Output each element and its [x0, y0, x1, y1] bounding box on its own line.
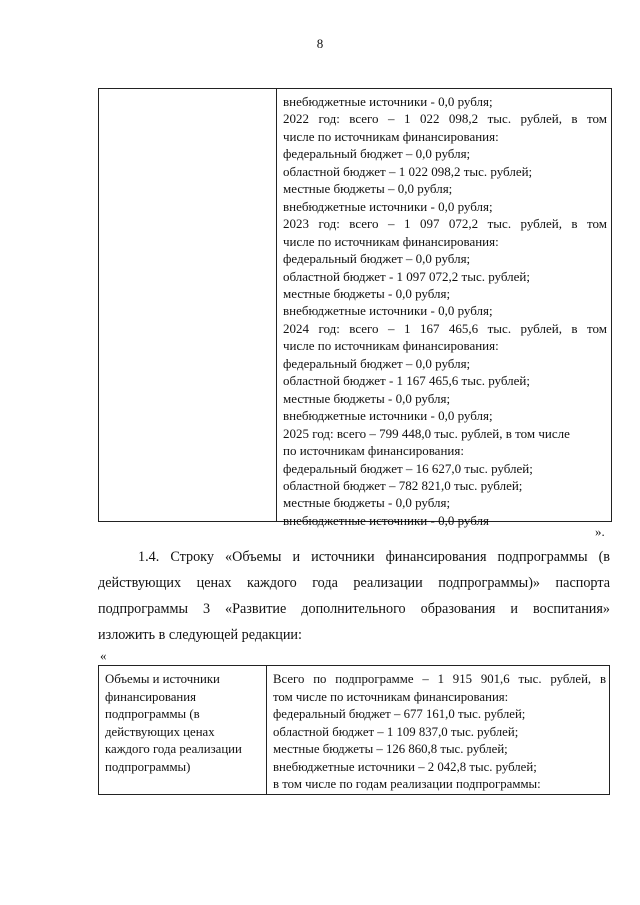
table-line: местные бюджеты – 0,0 рубля;: [283, 181, 453, 197]
row-value-line: федеральный бюджет – 677 161,0 тыс. рублей;: [273, 707, 526, 721]
table-right-cell: [277, 89, 611, 528]
table-line: областной бюджет - 1 097 072,2 тыс. рублей;: [283, 268, 530, 284]
row-value-line: том числе по источникам финансирования:: [273, 689, 509, 704]
row-value-line: в том числе по годам реализации подпрограммы:: [273, 777, 541, 791]
paragraph-line: изложить в следующей редакции:: [98, 627, 302, 643]
row-label-line: действующих ценах: [105, 724, 215, 739]
table-line: областной бюджет - 1 167 465,6 тыс. рублей;: [283, 373, 530, 389]
table-line: 2023 год: всего – 1 097 072,2 тыс. рублей, в том: [283, 216, 607, 232]
table-row-value-cell: [267, 666, 609, 794]
table-line: внебюджетные источники - 0,0 рубля;: [283, 198, 493, 214]
opening-quote: «: [100, 648, 107, 663]
table-line: областной бюджет – 1 022 098,2 тыс. рублей;: [283, 163, 533, 179]
table-line: числе по источникам финансирования:: [283, 338, 499, 354]
paragraph-line: подпрограммы 3 «Развитие дополнительного образования и воспитания»: [98, 601, 610, 617]
table-line: внебюджетные источники - 0,0 рубля;: [283, 303, 493, 319]
amendment-paragraph: [98, 544, 610, 648]
row-label-line: каждого года реализации: [105, 742, 242, 756]
table-line: 2024 год: всего – 1 167 465,6 тыс. рублей, в том: [283, 320, 607, 336]
row-value-line: внебюджетные источники – 2 042,8 тыс. рублей;: [273, 759, 537, 774]
table-line: федеральный бюджет – 0,0 рубля;: [283, 146, 471, 162]
closing-quote: ».: [595, 524, 605, 539]
table-line: внебюджетные источники - 0,0 рубля;: [283, 408, 493, 424]
row-label-line: Объемы и источники: [105, 672, 220, 686]
row-value-line: Всего по подпрограмме – 1 915 901,6 тыс. рублей, в: [273, 672, 606, 686]
row-value-line: местные бюджеты – 126 860,8 тыс. рублей;: [273, 742, 508, 756]
table-line: по источникам финансирования:: [283, 443, 464, 459]
paragraph-line: действующих ценах каждого года реализации подпрограммы)» паспорта: [98, 575, 610, 591]
table-line: внебюджетные источники - 0,0 рубля;: [283, 94, 493, 109]
table-row-label-cell: [99, 666, 267, 794]
table-line: 2022 год: всего – 1 022 098,2 тыс. рублей, в том: [283, 111, 607, 127]
table-line: областной бюджет – 782 821,0 тыс. рублей;: [283, 477, 523, 493]
funding-table-continuation: [98, 88, 612, 528]
table-line: федеральный бюджет – 0,0 рубля;: [283, 355, 471, 371]
paragraph-line: 1.4. Строку «Объемы и источники финансирования подпрограммы (в: [138, 549, 610, 565]
page-number: 8: [316, 36, 324, 51]
funding-table-new: [98, 665, 610, 795]
row-label-line: подпрограммы): [105, 759, 191, 774]
table-line: федеральный бюджет – 0,0 рубля;: [283, 251, 471, 267]
table-line: числе по источникам финансирования:: [283, 128, 499, 144]
row-value-line: областной бюджет – 1 109 837,0 тыс. рублей;: [273, 724, 519, 739]
table-line: местные бюджеты - 0,0 рубля;: [283, 495, 451, 511]
table-left-cell-empty: [99, 89, 277, 521]
table-line: 2025 год: всего – 799 448,0 тыс. рублей, в том числе: [283, 425, 570, 441]
row-label-line: подпрограммы (в: [105, 707, 200, 721]
row-label-line: финансирования: [105, 689, 196, 704]
table-line: числе по источникам финансирования:: [283, 233, 499, 249]
table-line: местные бюджеты - 0,0 рубля;: [283, 285, 451, 301]
table-line: местные бюджеты - 0,0 рубля;: [283, 390, 451, 406]
table-line: внебюджетные источники - 0,0 рубля: [283, 512, 489, 528]
table-line: федеральный бюджет – 16 627,0 тыс. рублей;: [283, 460, 533, 476]
